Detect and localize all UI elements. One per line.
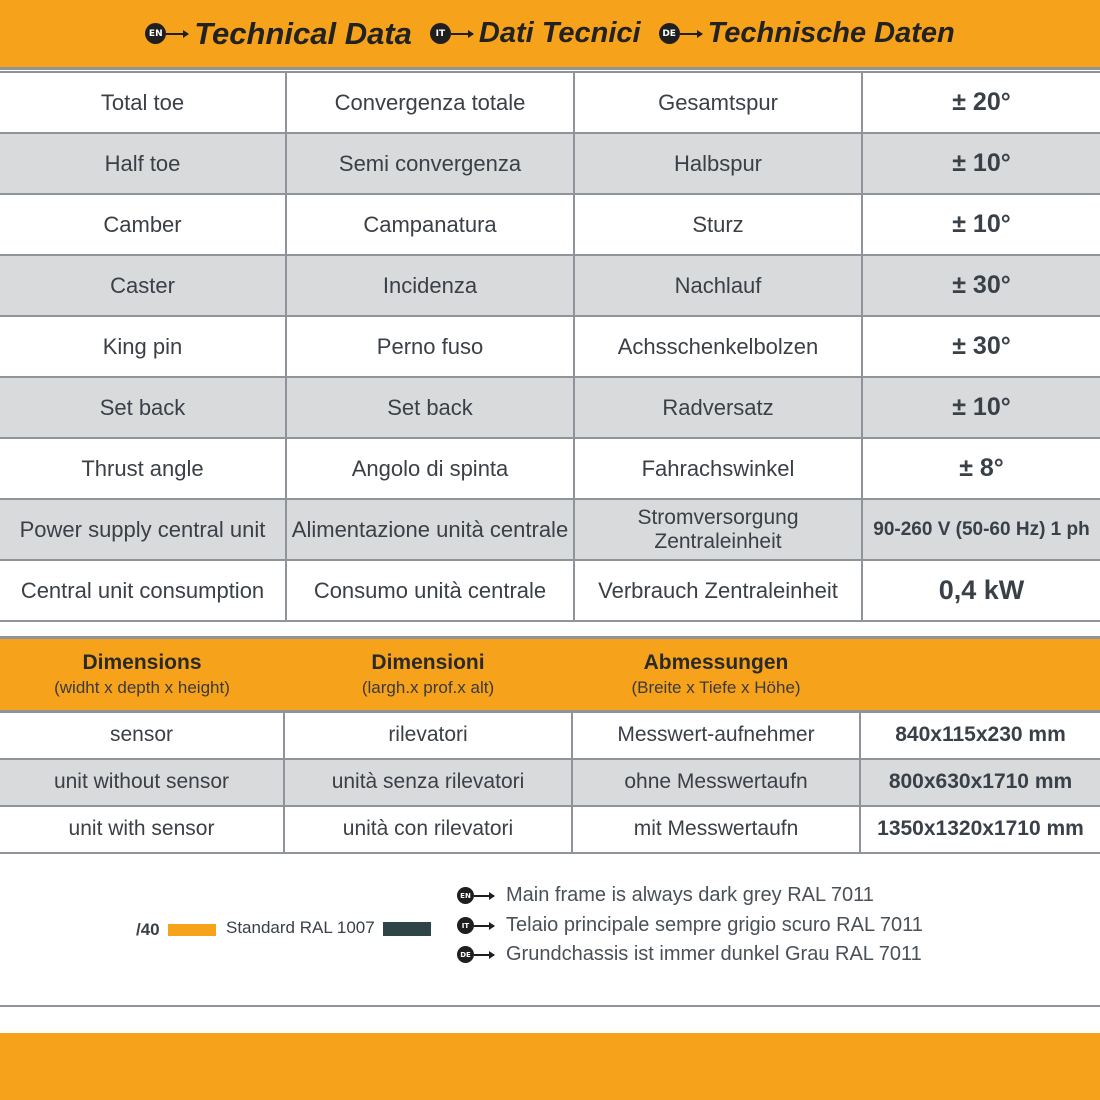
orange-swatch <box>168 924 216 936</box>
dim-sub-de: (Breite x Tiefe x Höhe) <box>631 678 801 697</box>
spec-value: 90-260 V (50-60 Hz) 1 ph <box>862 499 1100 560</box>
spec-de: Fahrachswinkel <box>574 438 862 499</box>
dim-title-de: Abmessungen <box>643 651 789 674</box>
spec-de: Halbspur <box>574 133 862 194</box>
spec-it: Set back <box>286 377 574 438</box>
scale-label: /40 <box>136 920 160 939</box>
note-text: Main frame is always dark grey RAL 7011 <box>506 884 874 906</box>
title-it: Dati Tecnici <box>478 17 641 49</box>
table-row <box>0 806 1100 853</box>
dim-de: ohne Messwertaufn <box>572 759 860 806</box>
arrow-icon <box>474 925 494 927</box>
title-en: Technical Data <box>194 15 412 51</box>
table-row <box>0 759 1100 806</box>
table-row <box>0 499 1100 560</box>
table-row <box>0 133 1100 194</box>
spec-value: ± 10° <box>862 133 1100 194</box>
spec-value: ± 30° <box>862 255 1100 316</box>
spec-en: King pin <box>0 316 286 377</box>
header-de <box>659 17 955 50</box>
standard-ral-label: Standard RAL 1007 <box>226 918 375 937</box>
footer-band <box>0 1033 1100 1100</box>
dim-title-it: Dimensioni <box>371 651 485 674</box>
color-legend <box>0 880 1100 980</box>
spec-value: ± 10° <box>862 194 1100 255</box>
table-row <box>0 72 1100 133</box>
spec-en: Half toe <box>0 133 286 194</box>
dim-header-value <box>860 638 1100 712</box>
note-en <box>457 884 874 907</box>
table-row <box>0 316 1100 377</box>
dim-sub-en: (widht x depth x height) <box>54 678 230 697</box>
spec-it: Convergenza totale <box>286 72 574 133</box>
spec-en: Central unit consumption <box>0 560 286 621</box>
it-language-icon: IT <box>457 917 474 934</box>
header-en <box>145 16 412 52</box>
spec-en: Caster <box>0 255 286 316</box>
dim-de: Messwert-aufnehmer <box>572 712 860 759</box>
note-text: Grundchassis ist immer dunkel Grau RAL 7011 <box>506 943 922 965</box>
header-it <box>430 17 641 50</box>
spec-en: Power supply central unit <box>0 499 286 560</box>
dim-header-en <box>0 638 284 712</box>
note-de <box>457 943 922 966</box>
spec-de: Achsschenkelbolzen <box>574 316 862 377</box>
dim-sub-it: (largh.x prof.x alt) <box>361 678 495 697</box>
de-language-icon: DE <box>659 23 680 44</box>
spec-value: 0,4 kW <box>862 560 1100 621</box>
spec-it: Semi convergenza <box>286 133 574 194</box>
spec-de: Stromversorgung Zentraleinheit <box>574 499 862 560</box>
dim-header-it <box>284 638 572 712</box>
de-language-icon: DE <box>457 946 474 963</box>
dim-en: sensor <box>0 712 284 759</box>
arrow-icon <box>680 33 702 35</box>
arrow-icon <box>166 33 188 35</box>
dark-grey-swatch <box>383 922 431 936</box>
spec-value: ± 20° <box>862 72 1100 133</box>
spec-it: Campanatura <box>286 194 574 255</box>
title-de: Technische Daten <box>707 17 955 49</box>
dim-en: unit without sensor <box>0 759 284 806</box>
spec-value: ± 8° <box>862 438 1100 499</box>
spec-en: Total toe <box>0 72 286 133</box>
spec-it: Incidenza <box>286 255 574 316</box>
note-text: Telaio principale sempre grigio scuro RAL 7011 <box>506 914 923 936</box>
dim-value: 840x115x230 mm <box>860 712 1100 759</box>
dim-value: 800x630x1710 mm <box>860 759 1100 806</box>
dimensions-header <box>0 638 1100 712</box>
spec-de: Gesamtspur <box>574 72 862 133</box>
table-row <box>0 712 1100 759</box>
spec-it: Alimentazione unità centrale <box>286 499 574 560</box>
spec-de: Nachlauf <box>574 255 862 316</box>
en-language-icon: EN <box>145 23 166 44</box>
dim-de: mit Messwertaufn <box>572 806 860 853</box>
spec-en: Camber <box>0 194 286 255</box>
arrow-icon <box>474 895 494 897</box>
dim-it: unità con rilevatori <box>284 806 572 853</box>
table-row <box>0 377 1100 438</box>
it-language-icon: IT <box>430 23 451 44</box>
spec-it: Angolo di spinta <box>286 438 574 499</box>
dim-header-de <box>572 638 860 712</box>
specs-table <box>0 71 1100 622</box>
en-language-icon: EN <box>457 887 474 904</box>
spec-en: Set back <box>0 377 286 438</box>
dim-it: unità senza rilevatori <box>284 759 572 806</box>
table-row <box>0 438 1100 499</box>
table-row <box>0 194 1100 255</box>
spec-en: Thrust angle <box>0 438 286 499</box>
spec-de: Verbrauch Zentraleinheit <box>574 560 862 621</box>
divider <box>0 1005 1100 1007</box>
dim-title-en: Dimensions <box>82 651 202 674</box>
spec-it: Consumo unità centrale <box>286 560 574 621</box>
spec-it: Perno fuso <box>286 316 574 377</box>
spec-de: Radversatz <box>574 377 862 438</box>
dim-it: rilevatori <box>284 712 572 759</box>
arrow-icon <box>451 33 473 35</box>
spec-de: Sturz <box>574 194 862 255</box>
dimensions-table <box>0 636 1100 854</box>
table-row <box>0 255 1100 316</box>
dim-en: unit with sensor <box>0 806 284 853</box>
spec-value: ± 10° <box>862 377 1100 438</box>
note-it <box>457 914 923 937</box>
header-band <box>0 0 1100 70</box>
spec-value: ± 30° <box>862 316 1100 377</box>
table-row <box>0 560 1100 621</box>
arrow-icon <box>474 954 494 956</box>
dim-value: 1350x1320x1710 mm <box>860 806 1100 853</box>
